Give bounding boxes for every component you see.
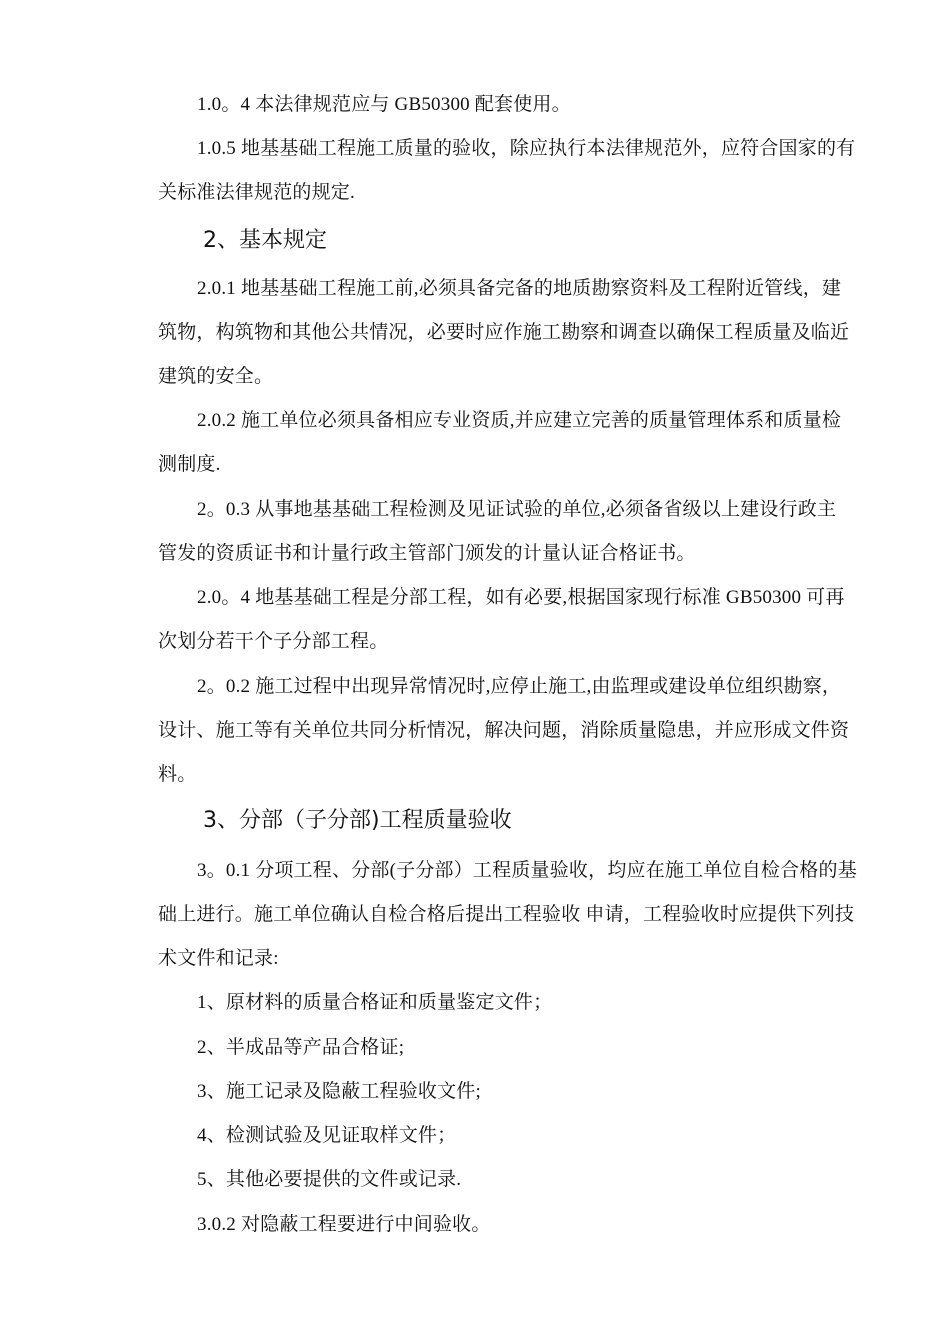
clause-2-0-2-line-2: 测制度. xyxy=(158,454,221,475)
clause-2-0-2b-line-2: 设计、施工等有关单位共同分析情况，解决问题，消除质量隐患，并应形成文件资 xyxy=(158,720,850,741)
section-heading-2: 2、基本规定 xyxy=(203,228,327,253)
clause-3-0-2: 3.0.2 对隐蔽工程要进行中间验收。 xyxy=(197,1214,491,1235)
clause-2-0-1-line-2: 筑物，构筑物和其他公共情况，必要时应作施工勘察和调查以确保工程质量及临近 xyxy=(158,322,850,343)
clause-1-0-5-line-1: 1.0.5 地基基础工程施工质量的验收，除应执行本法律规范外，应符合国家的有 xyxy=(197,138,856,159)
clause-2-0-2-line-1: 2.0.2 施工单位必须具备相应专业资质,并应建立完善的质量管理体系和质量检 xyxy=(197,410,842,431)
section-heading-3: 3、分部（子分部)工程质量验收 xyxy=(203,808,512,833)
clause-2-0-1-line-3: 建筑的安全。 xyxy=(158,366,274,387)
clause-2-0-4-line-1: 2.0。4 地基基础工程是分部工程，如有必要,根据国家现行标准 GB50300 可再 xyxy=(197,587,845,608)
clause-2-0-1-line-1: 2.0.1 地基基础工程施工前,必须具备完备的地质勘察资料及工程附近管线，建 xyxy=(197,278,842,299)
list-item-5: 5、其他必要提供的文件或记录. xyxy=(197,1169,462,1190)
clause-2-0-2b-line-3: 料。 xyxy=(158,764,197,785)
clause-1-0-5-line-2: 关标准法律规范的规定. xyxy=(158,182,355,203)
list-item-4: 4、检测试验及见证取样文件； xyxy=(197,1125,457,1146)
list-item-1: 1、原材料的质量合格证和质量鉴定文件； xyxy=(197,992,553,1013)
clause-3-0-1-line-3: 术文件和记录: xyxy=(158,948,279,969)
clause-2-0-2b-line-1: 2。0.2 施工过程中出现异常情况时,应停止施工,由监理或建设单位组织勘察， xyxy=(197,676,842,697)
list-item-2: 2、半成品等产品合格证; xyxy=(197,1037,405,1058)
list-item-3: 3、施工记录及隐蔽工程验收文件; xyxy=(197,1081,481,1102)
clause-3-0-1-line-2: 础上进行。施工单位确认自检合格后提出工程验收 申请，工程验收时应提供下列技 xyxy=(158,904,855,925)
clause-2-0-4-line-2: 次划分若干个子分部工程。 xyxy=(158,631,389,652)
clause-2-0-3-line-2: 管发的资质证书和计量行政主管部门颁发的计量认证合格证书。 xyxy=(158,543,696,564)
clause-1-0-4: 1.0。4 本法律规范应与 GB50300 配套使用。 xyxy=(197,94,571,115)
clause-3-0-1-line-1: 3。0.1 分项工程、分部(子分部）工程质量验收，均应在施工单位自检合格的基 xyxy=(197,860,857,881)
clause-2-0-3-line-1: 2。0.3 从事地基基础工程检测及见证试验的单位,必须备省级以上建设行政主 xyxy=(197,499,837,520)
